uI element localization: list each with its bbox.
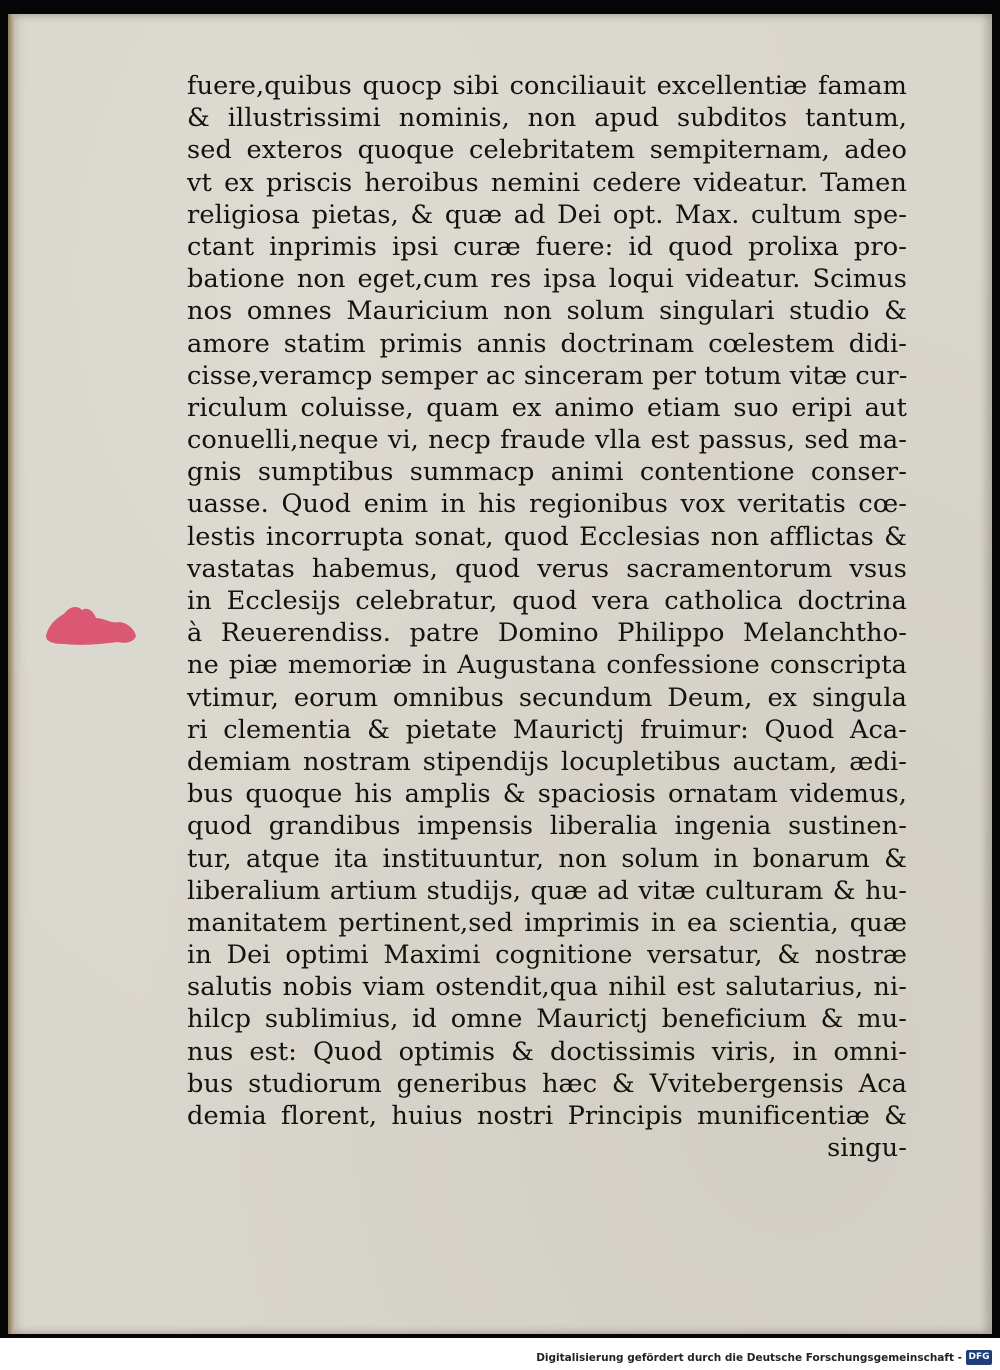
text-line: sed exteros quoque celebritatem sempiternam, adeo [187, 135, 907, 166]
text-line: ri clementia & pietate Maurictj fruimur: Quod Aca- [187, 714, 907, 745]
text-line: à Reuerendiss. patre Domino Philippo Melanchtho- [187, 618, 907, 649]
text-line: bus quoque his amplis & spaciosis ornatam videmus, [187, 779, 907, 810]
red-ink-stain [42, 596, 138, 648]
text-line: salutis nobis viam ostendit,qua nihil est salutarius, ni- [187, 972, 907, 1003]
latin-text-block [187, 70, 907, 1164]
text-line: tur, atque ita instituuntur, non solum in bonarum & [187, 843, 907, 874]
text-line: ne piæ memoriæ in Augustana confessione conscripta [187, 650, 907, 681]
text-line: nos omnes Mauricium non solum singulari studio & [187, 296, 907, 327]
catchword: singu- [827, 1133, 907, 1164]
text-line: riculum coluisse, quam ex animo etiam suo eripi aut [187, 392, 907, 423]
text-line: nus est: Quod optimis & doctissimis viris, in omni- [187, 1036, 907, 1067]
text-line: hilcp sublimius, id omne Maurictj beneficium & mu- [187, 1004, 907, 1035]
text-line: gnis sumptibus summacp animi contentione conser- [187, 457, 907, 488]
text-line: ctant inprimis ipsi curæ fuere: id quod prolixa pro- [187, 231, 907, 262]
page-binding-edge [8, 14, 14, 1334]
text-line: lestis incorrupta sonat, quod Ecclesias non afflictas & [187, 521, 907, 552]
text-line: batione non eget,cum res ipsa loqui videatur. Scimus [187, 264, 907, 295]
text-line: demiam nostram stipendijs locupletibus auctam, ædi- [187, 746, 907, 777]
text-line: amore statim primis annis doctrinam cœlestem didi- [187, 328, 907, 359]
text-line: in Dei optimi Maximi cognitione versatur, & nostræ [187, 940, 907, 971]
text-line: demia florent, huius nostri Principis munificentiæ & [187, 1101, 907, 1131]
text-line: fuere,quibus quocp sibi conciliauit excellentiæ famam [187, 71, 907, 101]
text-line: in Ecclesijs celebratur, quod vera catholica doctrina [187, 586, 907, 616]
dfg-logo: DFG [966, 1350, 992, 1365]
text-line: religiosa pietas, & quæ ad Dei opt. Max. cultum spe- [187, 199, 907, 230]
text-line: uasse. Quod enim in his regionibus vox veritatis cœ- [187, 489, 907, 520]
dfg-credit-text: Digitalisierung gefördert durch die Deutsche Forschungsgemeinschaft - [536, 1352, 962, 1364]
text-line: bus studiorum generibus hæc & Vvitebergensis Aca [187, 1068, 907, 1099]
text-line: liberalium artium studijs, quæ ad vitæ culturam & hu- [187, 875, 907, 906]
text-line: conuelli,neque vi, necp fraude vlla est passus, sed ma- [187, 425, 907, 456]
text-line: manitatem pertinent,sed imprimis in ea scientia, quæ [187, 907, 907, 938]
text-line: cisse,veramcp semper ac sinceram per totum vitæ cur- [187, 360, 908, 391]
text-line: vtimur, eorum omnibus secundum Deum, ex singula [187, 682, 907, 713]
text-line: quod grandibus impensis liberalia ingenia sustinen- [187, 811, 907, 842]
text-line: vastatas habemus, quod verus sacramentorum vsus [187, 553, 907, 584]
text-line: vt ex priscis heroibus nemini cedere videatur. Tamen [187, 167, 907, 198]
text-line: & illustrissimi nominis, non apud subditos tantum, [187, 103, 907, 134]
